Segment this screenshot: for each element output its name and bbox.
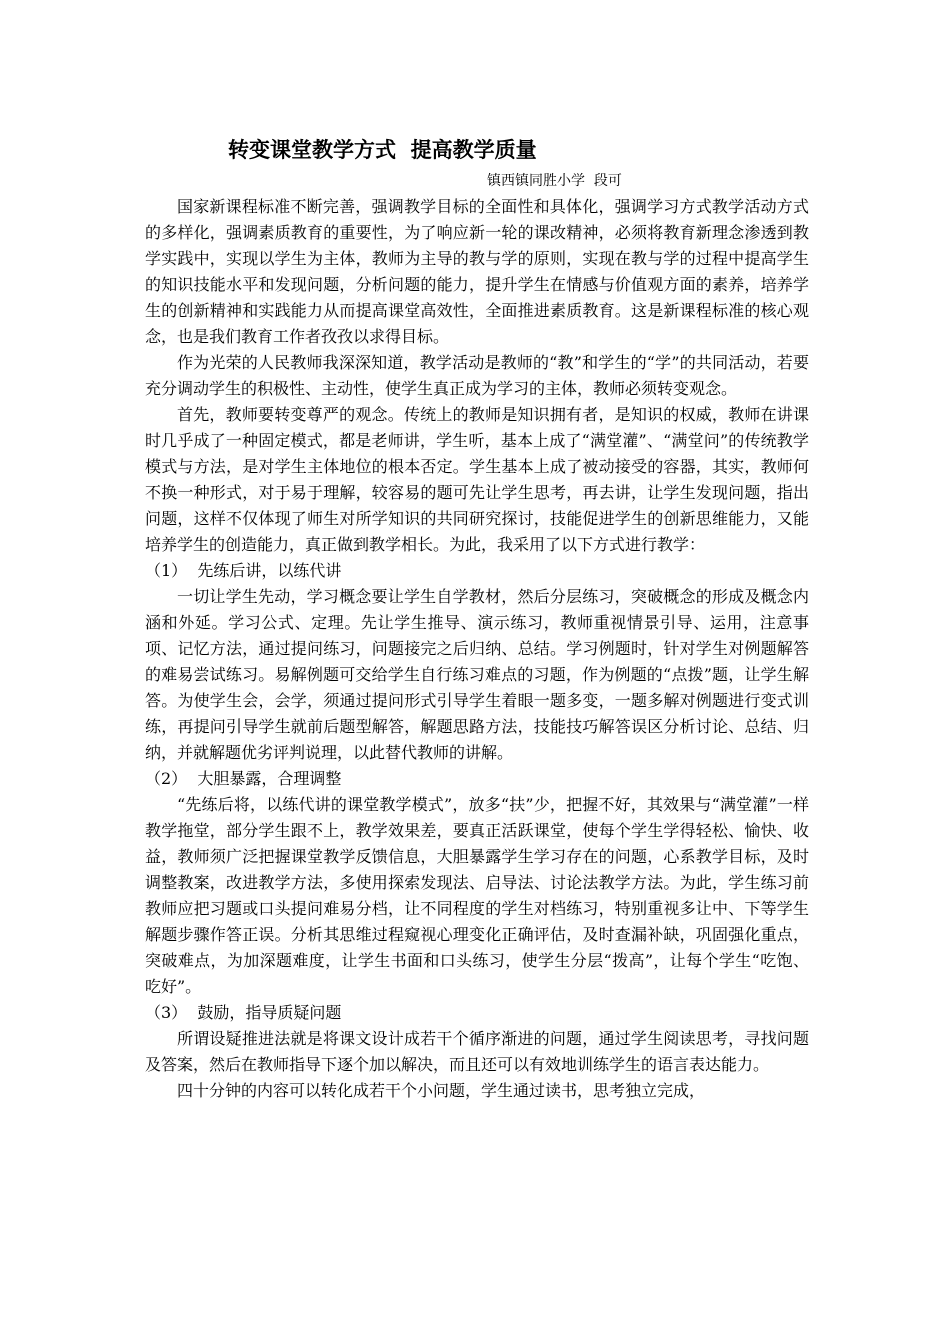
section-heading-3: （3） 鼓励，指导质疑问题 xyxy=(145,1003,342,1022)
section-2-text: “先练后将，以练代讲的课堂教学模式”，放多“扶”少，把握不好，其效果与“满堂灌”一样教学拖堂，部分学生跟不上，教学效果差，要真正活跃课堂，使每个学生学得轻松、愉快、收益，教师须广泛把握课堂教学反馈信息，大胆暴露学生学习存在的问题，心系教学目标，及时调整教案，改进教学方法，多使用探索发现法、启导法、讨论法教学方法。为此，学生练习前教师应把习题或口头提问难易分档，让不同程度的学生对档练习，特别重视多让中、下等学生解题步骤作答正误。分析其思维过程窥视心理变化正确评估，及时查漏补缺，巩固强化重点，突破难点，为加深题难度，让学生书面和口头练习，使学生分层“拨高”，让每个学生“吃饱、吃好”。 xyxy=(145,795,809,996)
section-heading-2: （2） 大胆暴露，合理调整 xyxy=(145,769,342,788)
section-heading-1: （1） 先练后讲，以练代讲 xyxy=(145,561,342,580)
paragraph: 国家新课程标准不断完善，强调教学目标的全面性和具体化，强调学习方式教学活动方式的多样化，强调素质教育的重要性，为了响应新一轮的课改精神，必须将教育新理念渗透到教学实践中，实现以学生为主体，教师为主导的教与学的原则，实现在教与学的过程中提高学生的知识技能水平和发现问题，分析问题的能力，提升学生在情感与价值观方面的素养，培养学生的创新精神和实践能力从而提高课堂高效性，全面推进素质教育。这是新课程标准的核心观念，也是我们教育工作者孜孜以求得目标。 xyxy=(145,197,809,346)
section-3-text-continued: 四十分钟的内容可以转化成若干个小问题，学生通过读书，思考独立完成， xyxy=(177,1081,706,1100)
section-3-text: 所谓设疑推进法就是将课文设计成若干个循序渐进的问题，通过学生阅读思考，寻找问题及答案，然后在教师指导下逐个加以解决，而且还可以有效地训练学生的语言表达能力。 xyxy=(145,1029,809,1074)
paragraph: 作为光荣的人民教师我深深知道，教学活动是教师的“教”和学生的“学”的共同活动，若要充分调动学生的积极性、主动性，使学生真正成为学习的主体，教师必须转变观念。 xyxy=(145,353,809,398)
paragraph: 首先，教师要转变尊严的观念。传统上的教师是知识拥有者，是知识的权威，教师在讲课时几乎成了一种固定模式，都是老师讲，学生听，基本上成了“满堂灌”、“满堂问”的传统教学模式与方法，是对学生主体地位的根本否定。学生基本上成了被动接受的容器，其实，教师何不换一种形式，对于易于理解，较容易的题可先让学生思考，再去讲，让学生发现问题，指出问题，这样不仅体现了师生对所学知识的共同研究探讨，技能促进学生的创新思维能力，又能培养学生的创造能力，真正做到教学相长。为此，我采用了以下方式进行教学： xyxy=(145,405,809,554)
section-1-text: 一切让学生先动，学习概念要让学生自学教材，然后分层练习，突破概念的形成及概念内涵和外延。学习公式、定理。先让学生推导、演示练习，教师重视情景引导、运用，注意事项、记忆方法，通过提问练习，问题接完之后归纳、总结。学习例题时，针对学生对例题解答的难易尝试练习。易解例题可交给学生自行练习难点的习题，作为例题的“点拨”题，让学生解答。为使学生会，会学，须通过提问形式引导学生着眼一题多变，一题多解对例题进行变式训练，再提问引导学生就前后题型解答，解题思路方法，技能技巧解答误区分析讨论、总结、归纳，并就解题优劣评判说理，以此替代教师的讲解。 xyxy=(145,587,809,762)
document-page xyxy=(145,130,809,1104)
author-line: 镇西镇同胜小学 段可 xyxy=(487,173,622,189)
document-title: 转变课堂教学方式 提高教学质量 xyxy=(228,138,537,162)
